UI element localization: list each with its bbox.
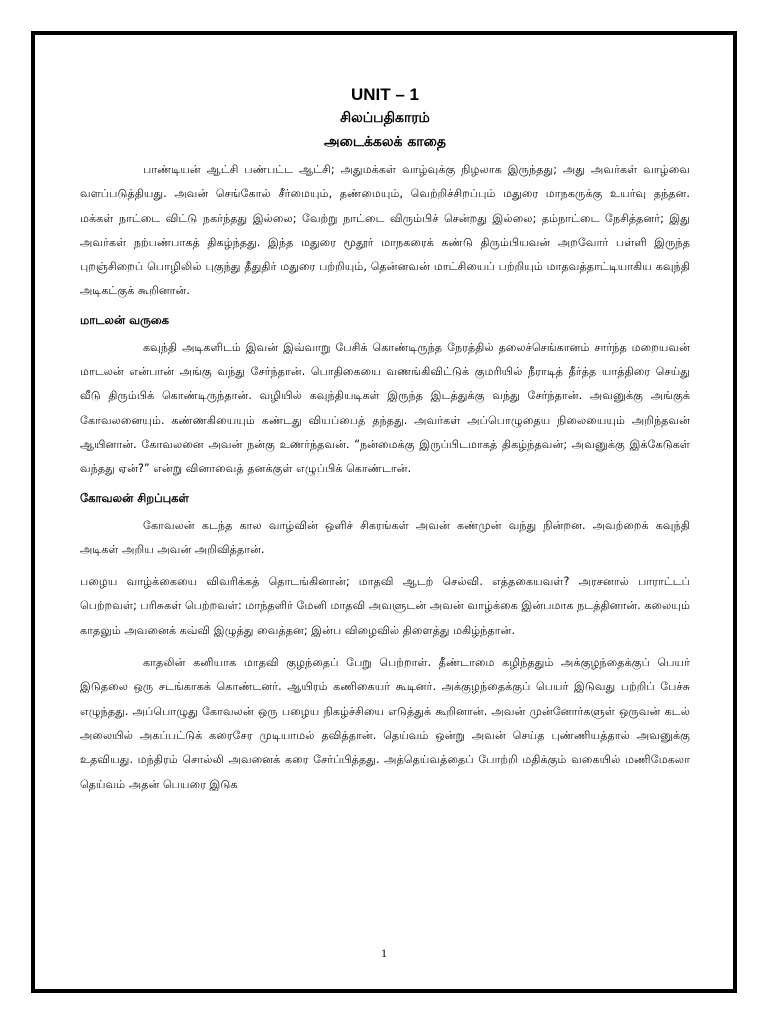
section-paragraph-kovalan-1: கோவலன் கடந்த கால வாழ்வின் ஒளிச் சிகரங்கள் அவன் கண்முன் வந்து நின்றன. அவற்றைக் கவுந்தி அடிகள் அறிய அவன் அறிவித்தான். — [80, 518, 690, 556]
book-title: சிலப்பதிகாரம் — [340, 110, 430, 126]
unit-title: UNIT – 1 — [350, 85, 420, 104]
section-heading-kovalan: கோவலன் சிறப்புகள் — [80, 490, 189, 505]
intro-paragraph: பாண்டியன் ஆட்சி பண்பட்ட ஆட்சி; அதுமக்கள் வாழ்வுக்கு நிழலாக இருந்தது; அது அவர்கள் வாழ்வை வளப்படுத்தியது. அவன் செங்கோல் சீர்மையும், தண்மையும், வெற்றிச்சிறப்பும் மதுரை மாநகருக்கு உயர்வு தந்தன. மக்கள் நாட்டை விட்டு நகர்ந்தது இல்லை; வேற்று நாட்டை விரும்பிச் சென்றது இல்லை; தம்நாட்டை நேசித்தனர்; இது அவர்கள் நற்பண்பாகத் திகழ்ந்தது. இந்த மதுரை மூதூர் மாநகரைக் கண்டு திரும்பியவன் அறவோர் பள்ளி இருந்த புறஞ்சிறைப் பொழிலில் புகுந்து தீதுதிர் மதுரை பற்றியும், தென்னவன் மாட்சியைப் பற்றியும் மாதவத்தாட்டியாகிய கவுந்தி அடிகட்குக் கூறினான். — [80, 163, 690, 298]
section-paragraph-madalan: கவுந்தி அடிகளிடம் இவன் இவ்வாறு பேசிக் கொண்டிருந்த நேரத்தில் தலைச்செங்கானம் சார்ந்த மறையவன் மாடலன் என்பான் அங்கு வந்து சேர்ந்தான். பொதிகையை வணங்கிவிட்டுக் குமரியில் நீராடித் தீர்த்த யாத்திரை செய்து வீடு திரும்பிக் கொண்டிருந்தான். வழியில் கவுந்தியடிகள் இருந்த இடத்துக்கு வந்து சேர்ந்தான். அவனுக்கு அங்குக் கோவலனையும். கண்ணகியையும் கண்டது வியப்பைத் தந்தது. அவர்கள் அப்பொழுதைய நிலையையும் அறிந்தவன் ஆயினான். கோவலனை அவன் நன்கு உணர்ந்தவன். “நன்மைக்கு இருப்பிடமாகத் திகழ்ந்தவன்; அவனுக்கு இக்கேடுகள் வந்தது ஏன்?” என்று வினாவைத் தனக்குள் எழுப்பிக் கொண்டான். — [80, 340, 690, 476]
section-paragraph-kovalan-3: காதலின் கனியாக மாதவி குழந்தைப் பேறு பெற்றாள். தீண்டாமை கழிந்ததும் அக்குழந்தைக்குப் பெயர் இடுதலை ஒரு சடங்காகக் கொண்டனர். ஆயிரம் கணிகையர் கூடினர். அக்குழந்தைக்குப் பெயர் இடுவது பற்றிப் பேச்சு எழுந்தது. அப்பொழுது கோவலன் ஒரு பழைய நிகழ்ச்சியை எடுத்துக் கூறினான். அவன் முன்னோர்களுள் ஒருவன் கடல் அலையில் அகப்பட்டுக் கரைசேர முடியாமல் தவித்தான். தெய்வம் ஒன்று அவன் செய்த புண்ணியத்தால் அவனுக்கு உதவியது. மந்திரம் சொல்லி அவனைக் கரை சேர்ப்பித்தது. அத்தெய்வத்தைப் போற்றி மதிக்கும் வகையில் மணிமேகலா தெய்வம் அதன் பெயரை இடுக — [80, 656, 690, 791]
page-content — [80, 84, 690, 797]
section-heading-madalan: மாடலன் வருகை — [80, 312, 170, 327]
chapter-title: அடைக்கலக் காதை — [324, 134, 446, 150]
page-number: 1 — [381, 946, 387, 960]
section-paragraph-kovalan-2: பழைய வாழ்க்கையை விவரிக்கத் தொடங்கினான்; மாதவி ஆடற் செல்வி. எத்தகையவள்? அரசனால் பாராட்டப் பெற்றவள்; பரிசுகள் பெற்றவள்: மாந்தளிர் மேனி மாதவி அவளுடன் அவன் வாழ்க்கை இன்பமாக நடத்தினான். கலையும் காதலும் அவனைக் கவ்வி இழுத்து வைத்தன; இன்ப விழைவில் திளைத்து மகிழ்ந்தான். — [80, 575, 690, 637]
